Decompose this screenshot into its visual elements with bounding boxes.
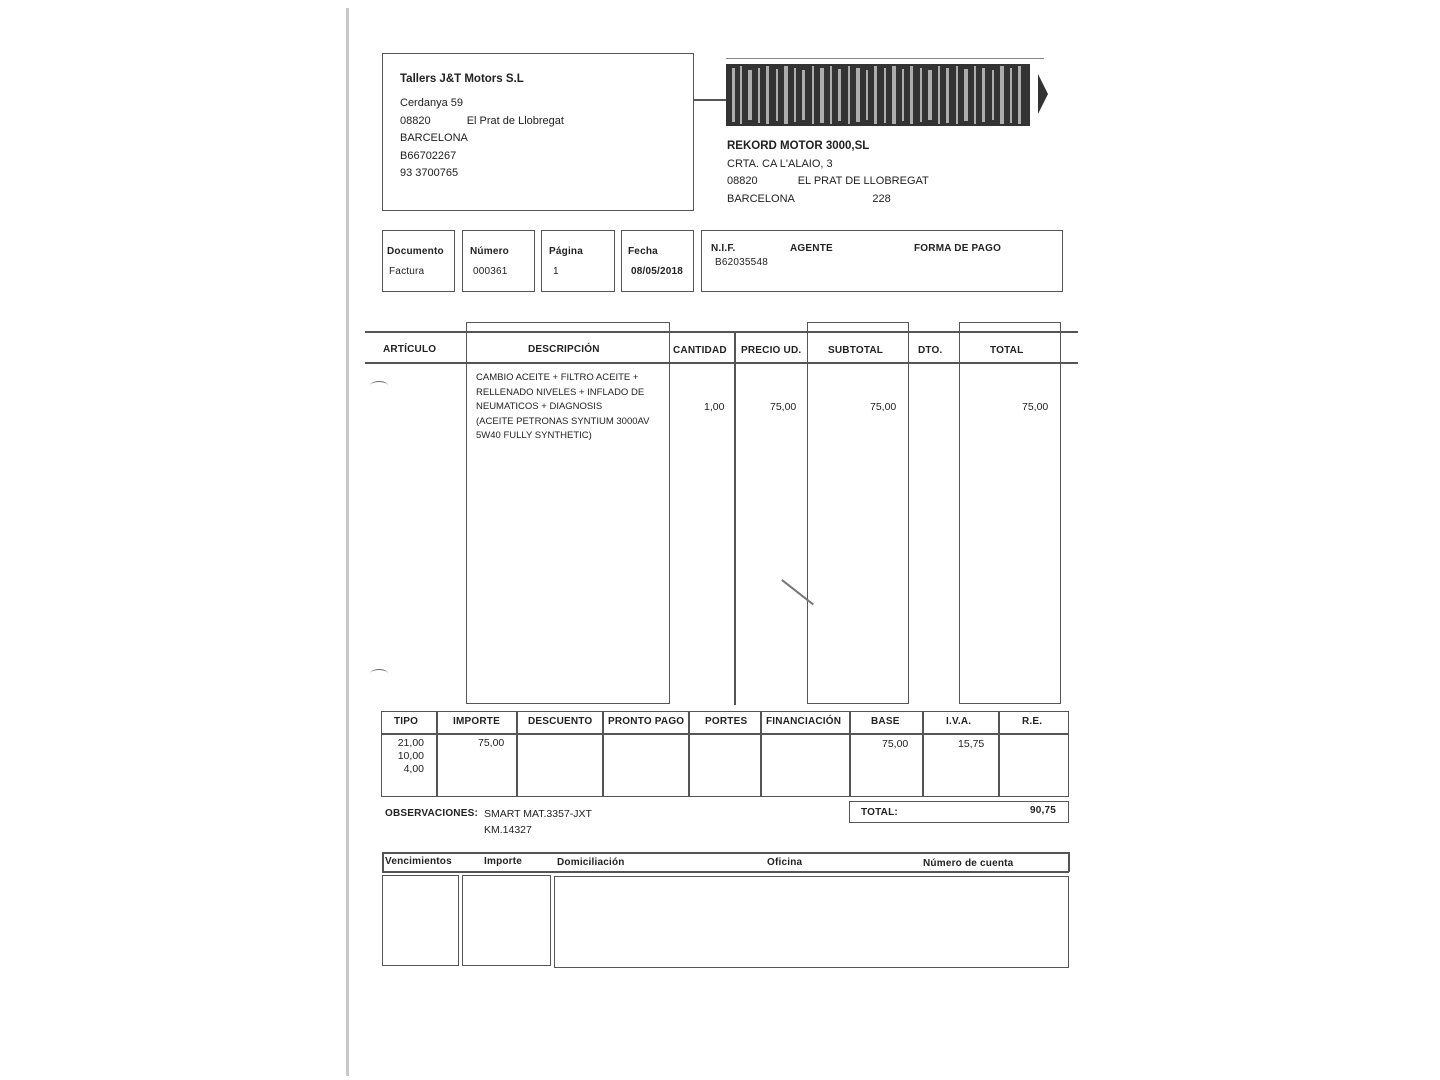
client-address: CRTA. CA L'ALAIO, 3	[727, 157, 833, 170]
tipo-value: 10,00	[397, 750, 424, 762]
issuer-address: Cerdanya 59	[400, 97, 463, 109]
item-description	[476, 371, 650, 444]
tax-divider	[602, 711, 604, 797]
numero-value: 000361	[473, 266, 508, 277]
total-column	[959, 322, 1061, 704]
header-iva: I.V.A.	[946, 716, 972, 727]
header-oficina: Oficina	[767, 857, 803, 868]
documento-value: Factura	[389, 266, 425, 277]
item-total: 75,00	[1022, 401, 1049, 413]
barcode-graphic	[726, 56, 1050, 128]
pago-importe-cell	[462, 875, 551, 966]
numero-label: Número	[470, 246, 509, 257]
client-code: 228	[872, 192, 891, 205]
pagina-box	[541, 230, 615, 292]
documento-label: Documento	[387, 246, 444, 257]
item-description-line: RELLENADO NIVELES + INFLADO DE	[476, 386, 645, 398]
observaciones-text	[484, 806, 592, 838]
subtotal-column	[807, 322, 909, 704]
tipos-list	[396, 737, 424, 776]
pagina-label: Página	[549, 246, 583, 257]
header-base: BASE	[871, 716, 900, 727]
header-precio: PRECIO UD.	[741, 345, 802, 356]
fecha-label: Fecha	[628, 246, 658, 257]
tipo-value: 4,00	[403, 763, 424, 775]
header-domiciliacion: Domiciliación	[557, 857, 625, 868]
tax-divider	[516, 711, 518, 797]
fecha-value: 08/05/2018	[631, 266, 684, 277]
numero-box	[462, 230, 535, 292]
issuer-name: Tallers J&T Motors S.L	[400, 73, 524, 85]
header-importe: IMPORTE	[453, 716, 500, 727]
client-city: EL PRAT DE LLOBREGAT	[797, 175, 929, 187]
total-value: 90,75	[1029, 805, 1056, 816]
agente-label: AGENTE	[790, 243, 833, 254]
header-re: R.E.	[1022, 716, 1043, 727]
header-descuento: DESCUENTO	[528, 716, 593, 727]
issuer-nif: B66702267	[400, 149, 457, 162]
header-numero-cuenta: Número de cuenta	[923, 858, 1014, 869]
pagina-value: 1	[553, 266, 559, 277]
total-label: TOTAL:	[861, 807, 898, 818]
payment-header-edge	[1068, 852, 1070, 872]
domiciliacion-cell	[554, 876, 1069, 968]
tax-header-line	[381, 733, 1069, 735]
payment-header-line-bottom	[382, 871, 1069, 873]
client-province: BARCELONA	[727, 192, 795, 205]
client-name: REKORD MOTOR 3000,SL	[727, 140, 870, 152]
issuer-phone: 93 3700765	[400, 167, 459, 179]
fecha-box	[621, 230, 694, 292]
header-financiacion: FINANCIACIÓN	[766, 716, 842, 727]
issuer-postal-code: 08820	[400, 114, 431, 127]
item-description-line: NEUMATICOS + DIAGNOSIS	[476, 401, 603, 412]
nif-agente-box	[701, 230, 1063, 292]
tax-divider	[436, 711, 438, 797]
item-subtotal: 75,00	[870, 401, 897, 413]
tax-divider	[849, 711, 851, 797]
item-description-line: (ACEITE PETRONAS SYNTIUM 3000AV	[476, 415, 650, 427]
tipo-value: 21,00	[397, 737, 424, 749]
header-descripcion: DESCRIPCIÓN	[528, 344, 600, 355]
documento-box	[382, 230, 455, 292]
client-postal-code: 08820	[727, 175, 758, 187]
header-tipo: TIPO	[394, 716, 419, 727]
tax-base-value: 75,00	[882, 738, 909, 750]
header-vencimientos: Vencimientos	[385, 856, 452, 867]
tax-importe-value: 75,00	[478, 737, 505, 749]
header-pronto-pago: PRONTO PAGO	[608, 716, 685, 727]
issuer-box	[382, 53, 694, 211]
scan-mark	[370, 669, 388, 678]
tax-divider	[922, 711, 924, 797]
header-total: TOTAL	[990, 345, 1024, 356]
header-portes: PORTES	[705, 716, 748, 727]
issuer-province: BARCELONA	[400, 132, 468, 144]
header-subtotal: SUBTOTAL	[828, 345, 884, 356]
payment-header-edge	[382, 852, 384, 872]
header-pago-importe: Importe	[484, 856, 523, 867]
scan-mark	[370, 381, 388, 390]
observaciones-line: SMART MAT.3357-JXT	[484, 808, 592, 820]
issuer-city: El Prat de Llobregat	[466, 114, 564, 127]
precio-divider	[734, 333, 736, 705]
payment-header-line-top	[382, 852, 1069, 854]
header-articulo: ARTÍCULO	[383, 344, 437, 355]
tax-divider	[760, 711, 762, 797]
nif-value: B62035548	[715, 257, 768, 268]
vencimientos-cell	[382, 875, 459, 966]
item-cantidad: 1,00	[704, 401, 725, 413]
item-description-line: 5W40 FULLY SYNTHETIC)	[476, 430, 592, 441]
tax-iva-value: 15,75	[958, 738, 985, 750]
forma-pago-label: FORMA DE PAGO	[914, 243, 1002, 254]
total-box	[849, 801, 1069, 823]
client-block	[727, 138, 929, 208]
item-description-line: CAMBIO ACEITE + FILTRO ACEITE +	[476, 372, 639, 383]
observaciones-label: OBSERVACIONES:	[385, 808, 479, 819]
header-cantidad: CANTIDAD	[673, 345, 727, 356]
header-dto: DTO.	[918, 345, 943, 356]
tax-divider	[688, 711, 690, 797]
item-precio: 75,00	[770, 401, 797, 413]
nif-label: N.I.F.	[711, 243, 736, 254]
connector-line	[694, 99, 726, 101]
tax-divider	[998, 711, 1000, 797]
page-edge	[346, 8, 349, 1076]
observaciones-line: KM.14327	[484, 824, 532, 836]
